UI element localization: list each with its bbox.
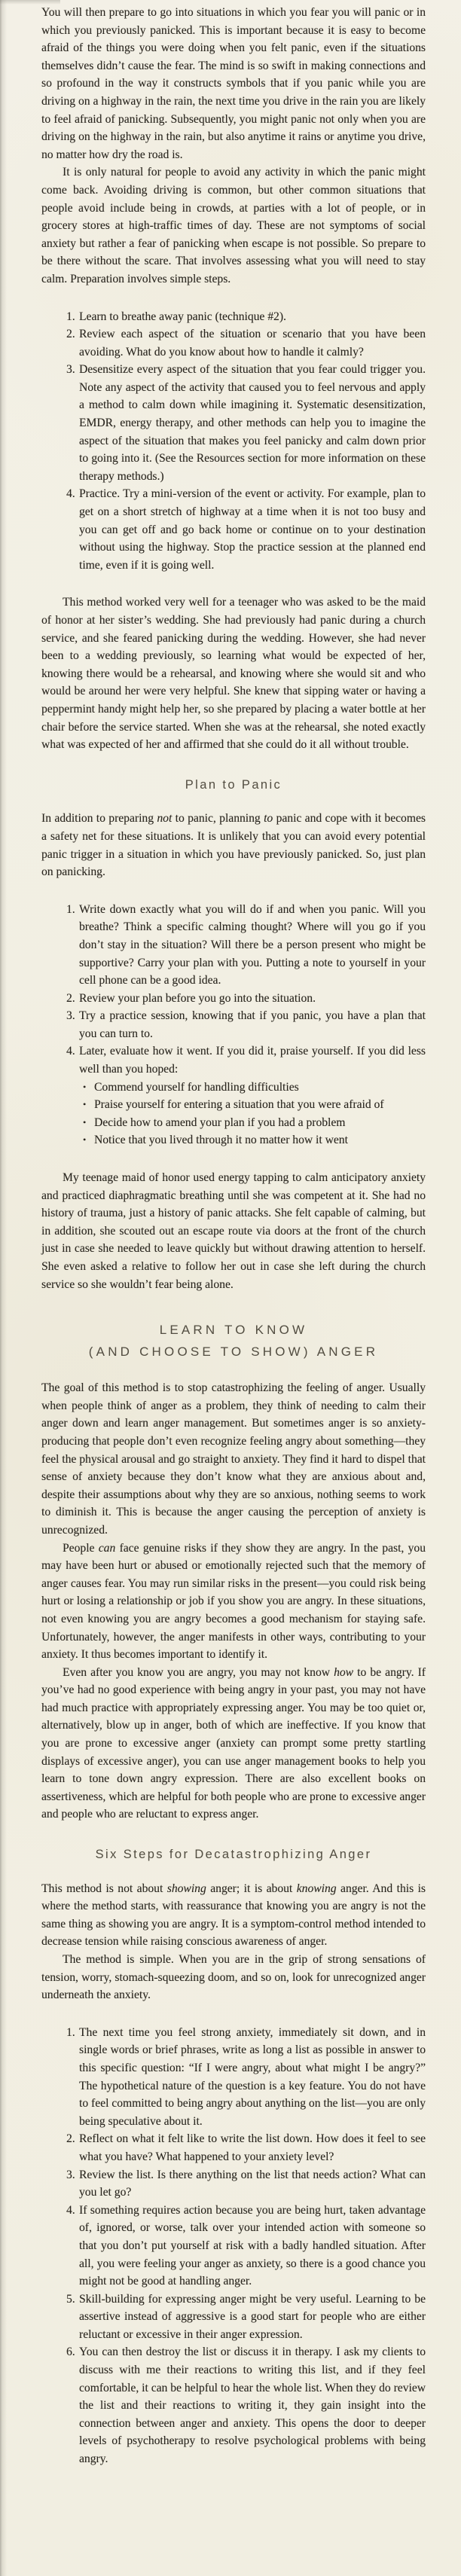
list-item: [66, 2166, 426, 2202]
italic-run: how: [334, 1665, 354, 1679]
list-item: [66, 2130, 426, 2165]
bullet-item: [79, 1114, 426, 1132]
text-run: face genuine risks if they show they are angry. In the past, you may have been hurt or abused or emotionally rejected such that the memory of anger causes fear. You may run similar risks in the present—you could risk being hurt or losing a relationship or job if you show you are angry. In these situations, not even knowing you are angry becomes a good mechanism for staying safe. Unfortunately, however, the anger manifests in other ways, contributing to your anxiety. It thus becomes important to identify it.: [41, 1541, 426, 1662]
text-run: In addition to preparing: [41, 812, 157, 826]
text-run: Try a practice session, knowing that if you panic, you have a plan that you can turn to.: [79, 1009, 426, 1040]
list-number: 4.: [66, 2203, 75, 2217]
list-number: 2.: [66, 991, 75, 1005]
list-item-text: [79, 485, 426, 574]
bullet-item: [79, 1079, 426, 1097]
bullet-icon: •: [83, 1099, 87, 1110]
list-number: 1.: [66, 902, 75, 916]
list-item-text: [79, 361, 426, 485]
list-number: 5.: [66, 2292, 75, 2306]
paragraph: [41, 810, 426, 881]
text-run: It is only natural for people to avoid any activity in which the panic might come back. Avoiding driving is common, but other common situations that people avoid include being in crowds, at parties with a lot of people, or in grocery stores at high-traffic times of day. These are not symptoms of social anxiety but rather a fear of panicking when escape is not possible. So prepare to be there without the scare. That involves assessing what you will need to stay calm. Preparation involves simple steps.: [41, 166, 426, 285]
text-run: to be angry. If you’ve had no good experience with being angry in your past, you may not have had much practice with appropriately expressing anger. You may be too quiet or, alternatively, blow up in anger, both of which are ineffective. If you know that you are prone to excessive anger (anxiety can prompt some pretty startling displays of excessive anger), you can use anger management books to help you learn to tone down angry expression. There are also excellent books on assertiveness, which are helpful for both people who are prone to excessive anger and people who are reluctant to express anger.: [41, 1665, 426, 1821]
list-item: [66, 2291, 426, 2344]
list-item: [66, 1007, 426, 1042]
paragraph: [41, 1379, 426, 1539]
text-run: My teenage maid of honor used energy tapping to calm anticipatory anxiety and practiced diaphragmatic breathing until she was competent at it. She had no history of trauma, just a history of panic attacks. She felt capable of calming, but in addition, she scouted out an escape route via doors at the front of the church just in case she needed to leave quickly but without drawing attention to herself. She even asked a relative to follow her out in case she left during the church service so she wouldn’t fear being alone.: [41, 1171, 426, 1291]
paragraph: [41, 1664, 426, 1824]
list-item-text: [79, 990, 426, 1008]
list-item: [66, 1042, 426, 1149]
list-item-text: [79, 2202, 426, 2291]
text-run: panic and cope with it becomes a safety net for these situations. It is unlikely that you can avoid every potential panic trigger in a situation in which you have previously panicked. So, just plan on panicking.: [41, 812, 426, 879]
list-item: [66, 308, 426, 326]
list-item: [66, 361, 426, 485]
list-item-text: [79, 325, 426, 361]
bullet-text: Notice that you lived through it no matter how it went: [94, 1134, 348, 1147]
bullet-text: Commend yourself for handling difficulties: [94, 1080, 299, 1094]
list-item-text: [79, 1042, 426, 1149]
list-item: [66, 990, 426, 1008]
list-number: 2.: [66, 2132, 75, 2146]
section-heading: [41, 777, 426, 795]
text-run: Desensitize every aspect of the situation that you fear could trigger you. Note any aspect of the activity that caused you to feel nervous and apply a method to calm down while imagining it. Systematic desensitization, EMDR, energy therapy, and other methods can help you to imagine the aspect of the situation that makes you feel panicky and calm down prior to going into it. (See the Resources section for more information on these therapy methods.): [79, 363, 426, 483]
list-item: [66, 901, 426, 990]
numbered-list: [41, 2024, 426, 2468]
italic-run: can: [98, 1541, 116, 1555]
paragraph: [41, 1540, 426, 1664]
text-run: The next time you feel strong anxiety, immediately sit down, and in single words or brief phrases, write as long a list as possible in answer to this specific question: “If I were angry, about what might I be angry?” The hypothetical nature of the question is a key feature. You do not have to feel committed to being angry about anything on the list—you are only being speculative about it.: [79, 2025, 426, 2128]
italic-run: knowing: [296, 1882, 337, 1895]
list-number: 3.: [66, 363, 75, 377]
bullet-text: Praise yourself for entering a situation that you were afraid of: [94, 1098, 384, 1112]
text-run: to panic, planning: [172, 812, 264, 826]
text-run: Review each aspect of the situation or scenario that you have been avoiding. What do you know about how to handle it calmly?: [79, 328, 426, 359]
numbered-list: [41, 901, 426, 1149]
scan-edge-shadow: [0, 0, 7, 2576]
text-run: This method worked very well for a teenager who was asked to be the maid of honor at her sister’s wedding. She had previously had panic during a church service, and she feared panicking during the wedding. However, she had never been to a wedding previously, so learning what would be expected of her, knowing there would be a rehearsal, and knowing where she would sit and who would be around her were very helpful. She knew that sipping water or having a peppermint handy might help her, so she prepared by placing a water bottle at her chair before the service started. When she was at the rehearsal, she noted exactly what was expected of her and affirmed that she could do it all without trouble.: [41, 596, 426, 752]
bullet-icon: •: [83, 1116, 87, 1128]
text-run: Skill-building for expressing anger might be very useful. Learning to be assertive instead of aggressive is a good start for people who are either reluctant or excessive in their anger expression.: [79, 2292, 426, 2341]
list-number: 2.: [66, 328, 75, 341]
list-number: 1.: [66, 310, 75, 323]
heading-line: LEARN TO KNOW: [159, 1323, 308, 1338]
list-item-text: [79, 2166, 426, 2202]
paragraph: [41, 1169, 426, 1293]
list-item-text: [79, 1007, 426, 1042]
text-run: anger; it is about: [206, 1882, 297, 1895]
bullet-icon: •: [83, 1134, 87, 1146]
bullet-list: [79, 1079, 426, 1149]
text-run: The goal of this method is to stop catastrophizing the feeling of anger. Usually when people think of anger as a problem, they think of needing to calm their anger down and learn anger management. But sometimes anger is so anxiety-producing that people don’t even recognize feeling angry about something—they feel the physical arousal and go straight to anxiety. They find it hard to dispel that sense of anxiety because they don’t know what they are anxious about and, despite their assumptions about why they are so anxious, nothing seems to work to diminish it. This is because the anger causing the perception of anxiety is unrecognized.: [41, 1381, 426, 1537]
list-item: [66, 2343, 426, 2468]
bullet-item: [79, 1096, 426, 1114]
heading-line: Six Steps for Decatastrophizing Anger: [95, 1848, 372, 1862]
italic-run: to: [264, 812, 273, 826]
text-run: Write down exactly what you will do if and when you panic. Will you breathe? Think a specific calming thought? Where will you go if you don’t stay in the situation? Will there be a person present who might be supportive? Carry your plan with you. Putting a note to yourself in your cell phone can be a good idea.: [79, 902, 426, 987]
list-number: 4.: [66, 487, 75, 501]
list-item-text: [79, 901, 426, 990]
text-run: People: [63, 1541, 99, 1555]
page-content: [41, 0, 426, 2488]
paragraph: [41, 594, 426, 753]
text-run: You will then prepare to go into situations in which you fear you will panic or in which you previously panicked. This is important because it is easy to become afraid of the things you were doing when you felt panic, even if the situations themselves didn’t cause the fear. The mind is so swift in making connections and so profound in the way it constructs symbols that if you panic while you are driving on a highway in the rain, the next time you drive in the rain you are likely to feel afraid of panicking. Subsequently, you might panic not only when you are driving on the highway in the rain, but also anytime it rains or anytime you drive, no matter how dry the road is.: [41, 6, 426, 161]
text-run: Reflect on what it felt like to write the list down. How does it feel to see what you have? What happened to your anxiety level?: [79, 2132, 426, 2163]
text-run: This method is not about: [41, 1882, 167, 1895]
text-run: Later, evaluate how it went. If you did it, praise yourself. If you did less well than you hoped:: [79, 1045, 426, 1076]
paragraph: [41, 1880, 426, 1951]
list-item-text: [79, 2130, 426, 2165]
text-run: Review your plan before you go into the situation.: [79, 991, 316, 1005]
list-number: 6.: [66, 2346, 75, 2359]
list-number: 3.: [66, 2168, 75, 2181]
italic-run: showing: [166, 1882, 206, 1895]
bullet-text: Decide how to amend your plan if you had a problem: [94, 1116, 346, 1129]
paragraph: [41, 163, 426, 288]
section-heading: [41, 1319, 426, 1363]
bullet-item: [79, 1131, 426, 1149]
text-run: You can then destroy the list or discuss it in therapy. I ask my clients to discuss with me their reactions to writing this list, and if they feel comfortable, it can be helpful to hear the whole list. When they do review the list and their reactions to writing it, they gain insight into the connection between anger and anxiety. This opens the door to deeper levels of psychotherapy to resolve psychological problems with being angry.: [79, 2346, 426, 2466]
text-run: Review the list. Is there anything on the list that needs action? What can you let go?: [79, 2168, 426, 2199]
text-run: Learn to breathe away panic (technique #2).: [79, 310, 286, 323]
section-heading: [41, 1846, 426, 1864]
paragraph: [41, 4, 426, 163]
list-item: [66, 325, 426, 361]
list-number: 4.: [66, 1045, 75, 1058]
text-run: anger. And this is where the method starts, with reassurance that knowing you are angry is not the same thing as showing you are angry. It is a symptom-control method intended to decrease tension while raising conscious awareness of anger.: [41, 1882, 426, 1949]
list-number: 3.: [66, 1009, 75, 1023]
list-item: [66, 2202, 426, 2291]
text-run: Even after you know you are angry, you may not know: [63, 1665, 334, 1679]
bullet-icon: •: [83, 1081, 87, 1092]
list-item-text: [79, 308, 426, 326]
list-item-text: [79, 2291, 426, 2344]
list-item-text: [79, 2343, 426, 2468]
italic-run: not: [157, 812, 172, 826]
list-item-text: [79, 2024, 426, 2131]
heading-line: (AND CHOOSE TO SHOW) ANGER: [88, 1344, 379, 1360]
heading-line: Plan to Panic: [185, 777, 282, 792]
text-run: The method is simple. When you are in the grip of strong sensations of tension, worry, stomach-squeezing doom, and so on, look for unrecognized anger underneath the anxiety.: [41, 1953, 426, 2002]
text-run: If something requires action because you are being hurt, taken advantage of, ignored, or worse, talk over your intended action with someone so that you don’t put yourself at risk with a badly handled situation. After all, you were feeling your anger as anxiety, so there is a good chance you might not be good at handling anger.: [79, 2203, 426, 2288]
numbered-list: [41, 308, 426, 575]
list-number: 1.: [66, 2025, 75, 2039]
text-run: Practice. Try a mini-version of the event or activity. For example, plan to get on a short stretch of highway at a time when it is not too busy and you can get off and go back home or continue on to your destination without using the highway. Stop the practice session at the planned end time, even if it is going well.: [79, 487, 426, 572]
list-item: [66, 2024, 426, 2131]
paragraph: [41, 1951, 426, 2004]
list-item: [66, 485, 426, 574]
